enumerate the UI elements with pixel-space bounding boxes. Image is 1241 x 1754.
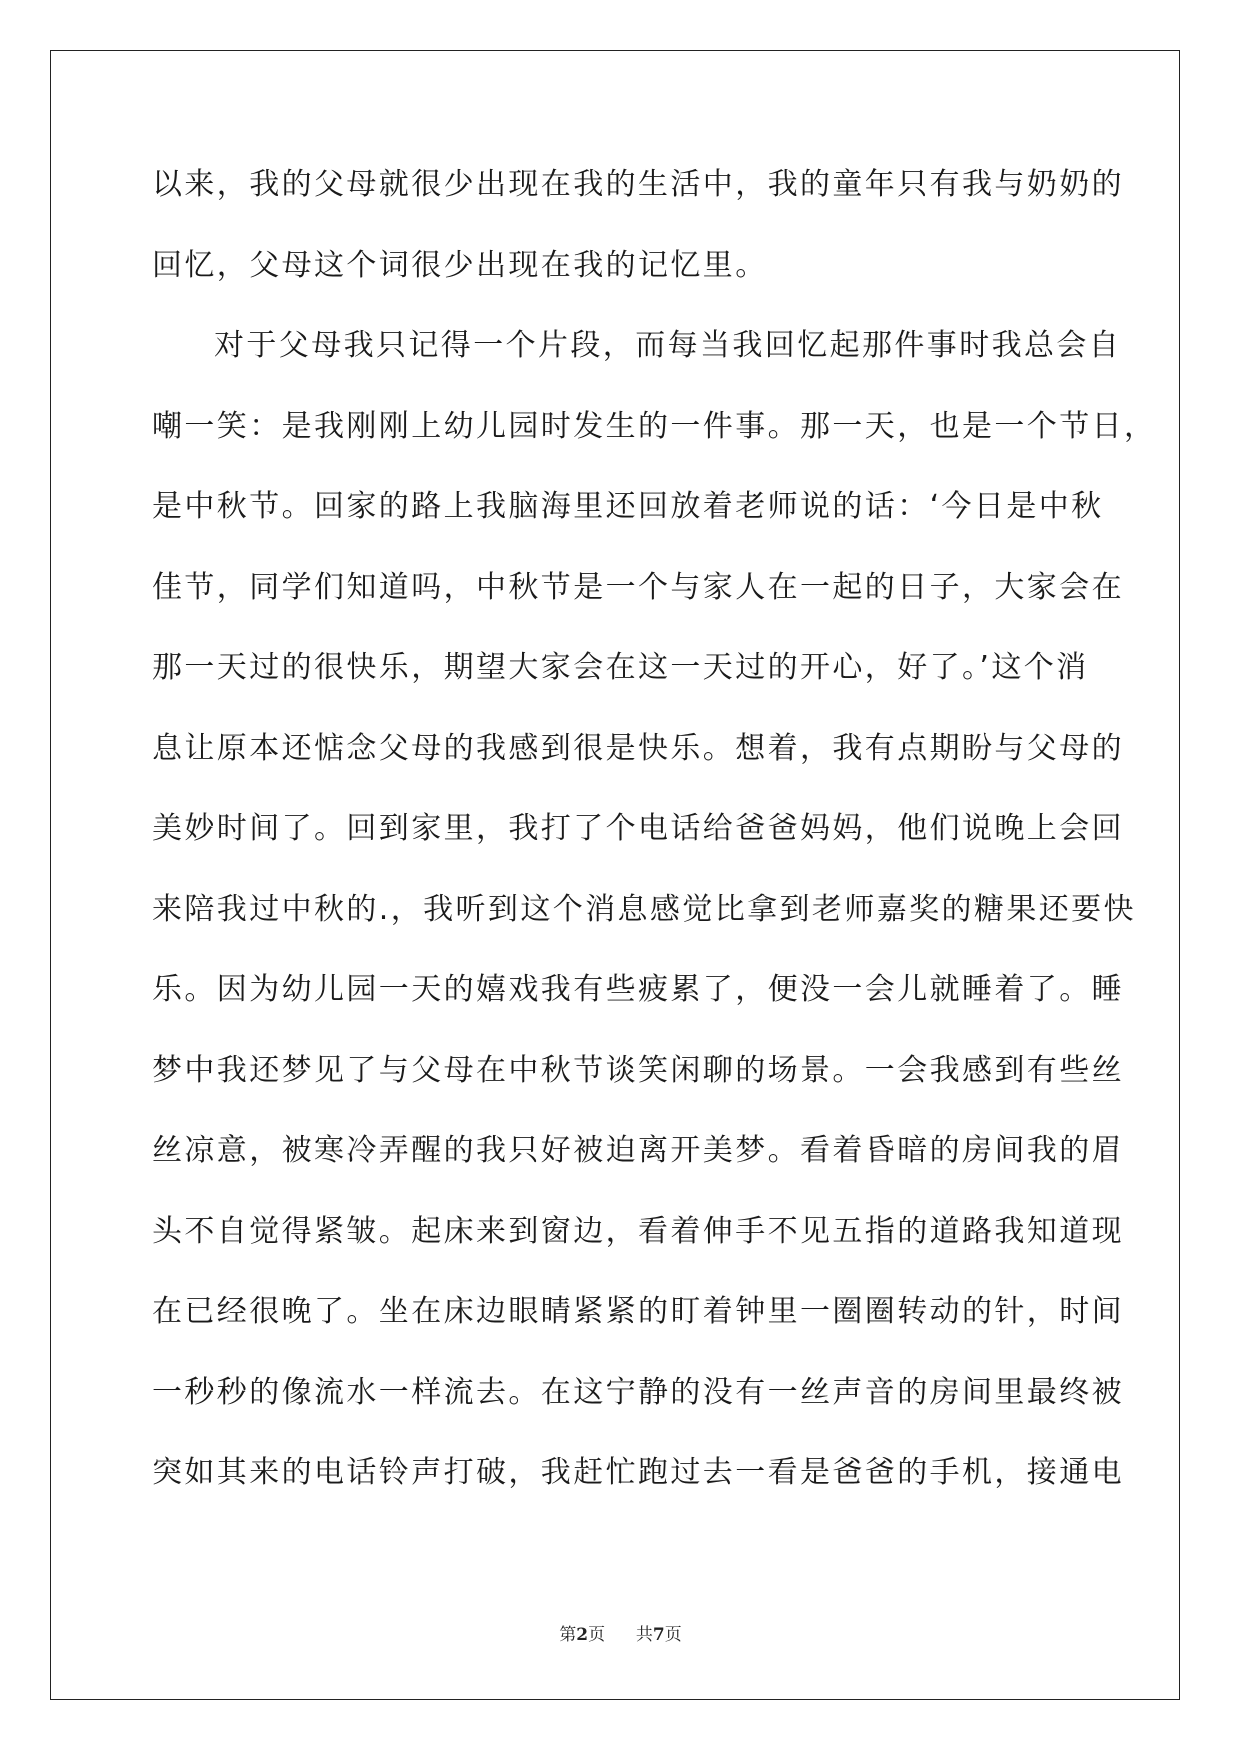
text-line: 突如其来的电话铃声打破，我赶忙跑过去一看是爸爸的手机，接通电 <box>152 1455 1124 1490</box>
text-line-paragraph-start: 对于父母我只记得一个片段，而每当我回忆起那件事时我总会自 <box>214 328 1122 363</box>
text-line: 佳节，同学们知道吗，中秋节是一个与家人在一起的日子，大家会在 <box>152 569 1124 605</box>
text-line: 那一天过的很快乐，期望大家会在这一天过的开心，好了。’这个消 <box>152 650 1089 685</box>
document-body <box>152 160 1157 1529</box>
text-line: 嘲一笑：是我刚刚上幼儿园时发生的一件事。那一天，也是一个节日， <box>152 408 1157 444</box>
text-line: 一秒秒的像流水一样流去。在这宁静的没有一丝声音的房间里最终被 <box>152 1374 1124 1410</box>
page-number <box>559 1620 605 1645</box>
text-line: 息让原本还惦念父母的我感到很是快乐。想着，我有点期盼与父母的 <box>152 730 1124 766</box>
text-line: 乐。因为幼儿园一天的嬉戏我有些疲累了，便没一会儿就睡着了。睡 <box>152 972 1124 1007</box>
text-line: 美妙时间了。回到家里，我打了个电话给爸爸妈妈，他们说晚上会回 <box>152 811 1124 846</box>
total-suffix: 页 <box>664 1625 682 1645</box>
text-line: 丝凉意，被寒冷弄醒的我只好被迫离开美梦。看着昏暗的房间我的眉 <box>152 1133 1124 1168</box>
text-line: 来陪我过中秋的.，我听到这个消息感觉比拿到老师嘉奖的糖果还要快 <box>152 891 1136 927</box>
text-line: 头不自觉得紧皱。起床来到窗边，看着伸手不见五指的道路我知道现 <box>152 1213 1124 1249</box>
page-suffix: 页 <box>588 1625 606 1645</box>
page-prefix: 第 <box>559 1625 577 1645</box>
text-line: 梦中我还梦见了与父母在中秋节谈笑闲聊的场景。一会我感到有些丝 <box>152 1052 1124 1088</box>
text-line: 回忆，父母这个词很少出现在我的记忆里。 <box>152 247 768 283</box>
total-prefix: 共 <box>635 1625 653 1645</box>
page-footer <box>0 1620 1241 1645</box>
text-line: 是中秋节。回家的路上我脑海里还回放着老师说的话：‘今日是中秋 <box>152 489 1104 524</box>
current-page: 2 <box>576 1625 589 1645</box>
total-pages: 7 <box>652 1625 665 1645</box>
text-line: 在已经很晚了。坐在床边眼睛紧紧的盯着钟里一圈圈转动的针，时间 <box>152 1294 1124 1329</box>
text-line: 以来，我的父母就很少出现在我的生活中，我的童年只有我与奶奶的 <box>152 167 1124 202</box>
page-total <box>636 1620 682 1645</box>
